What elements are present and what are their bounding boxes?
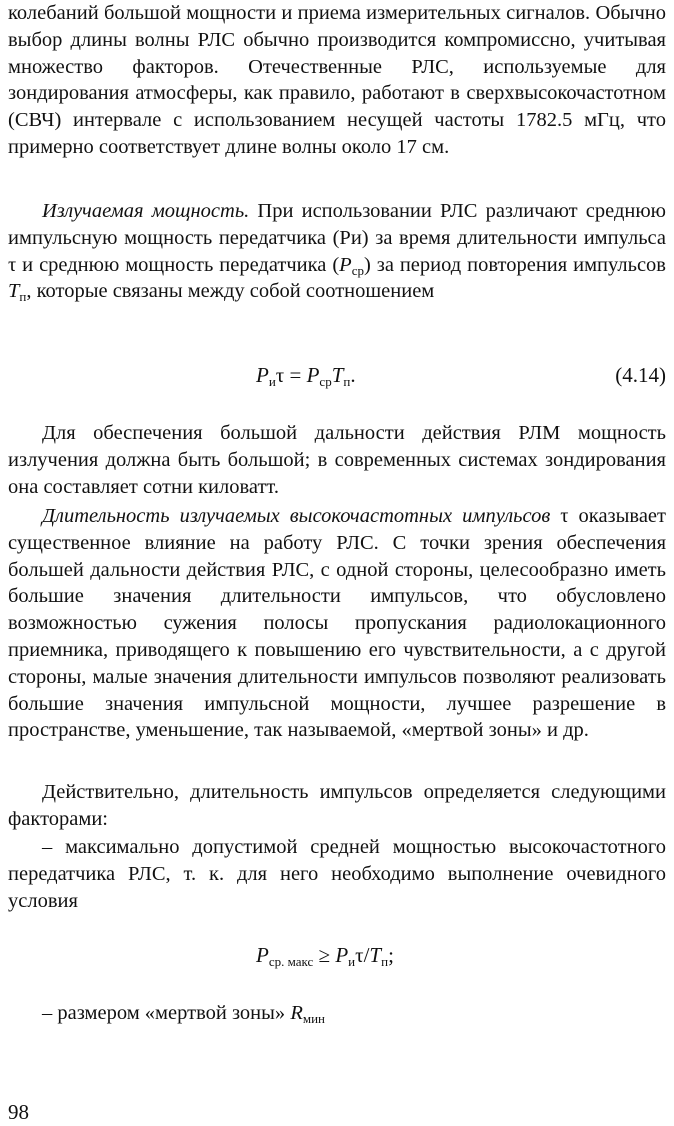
eq-symbol: T [331,363,344,387]
paragraph-pulse-duration [8,503,666,744]
eq-operator: ≥ [313,943,336,967]
eq-symbol: P [256,943,269,967]
paragraph-1: колебаний большой мощности и приема измерительных сигналов. Обычно выбор длины волны РЛС обычно производится компромиссно, учитывая множество факторов. Отечественные РЛС, используемые для зондирования атмосферы, как правило, работают в сверхвысокочастотном (СВЧ) интервале с использованием несущей частоты 1782.5 мГц, что примерно соответствует длине волны около 17 см. [8,2,666,158]
text-segment: – размером «мертвой зоны» [42,1002,291,1024]
text-segment: и среднюю мощность передатчика ( [16,253,340,276]
tau-symbol: τ [550,505,569,527]
term-radiated-power: Излучаемая мощность. [42,200,250,222]
equation-4-14 [256,362,356,389]
eq-subscript: п [381,954,389,969]
paragraph-factor-2 [8,1000,666,1027]
eq-subscript: ср. макс [268,954,314,969]
eq-end: . [350,363,356,387]
text-segment: , которые связаны между собой соотношением [26,280,435,303]
eq-slash: / [363,943,370,967]
eq-operator: = [284,363,307,387]
symbol-r: R [290,1002,303,1024]
eq-subscript: п [343,374,351,389]
paragraph-radiated-power [8,198,666,305]
subscript: ср [351,262,364,278]
eq-subscript: и [348,954,356,969]
subscript: мин [302,1011,325,1026]
subscript: п [19,289,27,305]
equation-number: (4.14) [615,363,666,387]
eq-end: ; [388,943,394,967]
eq-symbol: P [335,943,349,967]
eq-subscript: и [268,374,276,389]
paragraph-factors: Действительно, длительность импульсов определяется следующими факторами: [8,781,666,830]
term-pulse-duration: Длительность излучаемых высокочастотных импульсов [42,505,551,527]
paragraph-range: Для обеспечения большой дальности действия РЛМ мощность излучения должна быть большой; в современных системах зондирования она составляет сотни киловатт. [8,422,666,498]
paragraph-factor-1: – максимально допустимой средней мощностью высокочастотного передатчика РЛС, т. к. для него необходимо выполнение очевидного условия [8,836,666,912]
eq-symbol: P [256,363,269,387]
symbol-t: T [8,280,20,303]
text-segment: При использовании РЛС различают среднюю импульсную мощность передатчика (Ри) за время длительности импульса [8,200,667,249]
tau-symbol: τ [8,253,17,276]
eq-symbol: P [306,363,320,387]
symbol-p: P [339,253,352,276]
eq-symbol: T [369,943,382,967]
inequality [256,942,394,969]
eq-tau: τ [355,943,364,967]
eq-tau: τ [275,363,285,387]
eq-subscript: ср [319,374,332,389]
text-segment: ) за период повторения импульсов [363,253,666,276]
page-number: 98 [8,1100,29,1124]
text-segment: оказывает существенное влияние на работу РЛС. С точки зрения обеспечения большей дальности действия РЛС, с одной стороны, целесообразно иметь большие значения длительности импульсов, что обусловлено возможностью сужения полосы пропускания радиолокационного приемника, приводящего к повышению его чувствительности, а с другой стороны, малые значения длительности импульсов позволяют реализовать большие значения импульсной мощности, лучшее разрешение в пространстве, уменьшение, так называемой, «мертвой зоны» и др. [8,505,666,742]
